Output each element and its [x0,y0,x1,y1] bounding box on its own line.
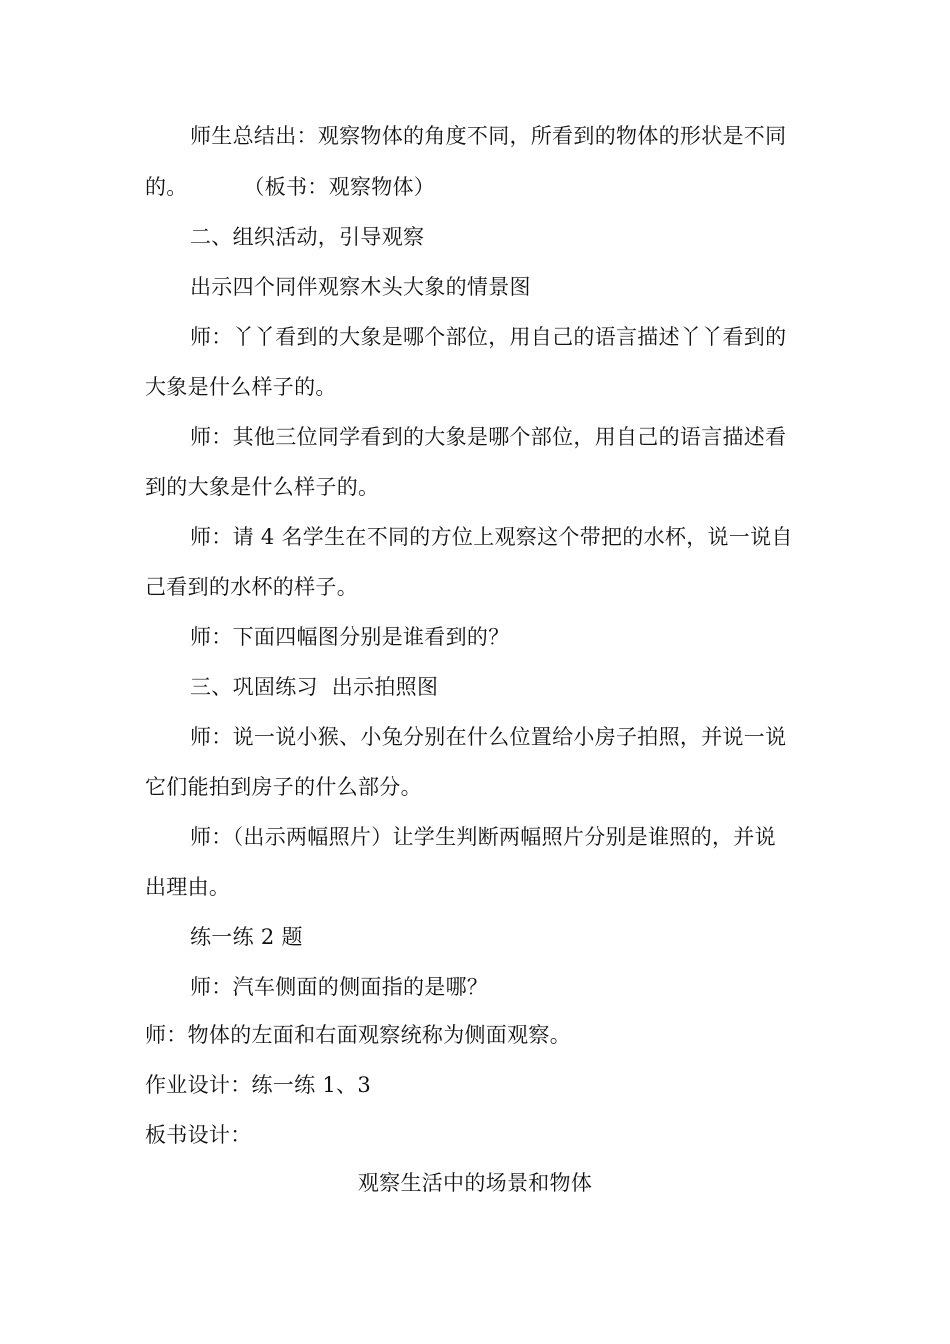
section-heading-2: 二、组织活动，引导观察 [190,225,425,249]
paragraph-four-pictures: 师：下面四幅图分别是谁看到的？ [190,625,510,649]
paragraph-others-line-1: 师：其他三位同学看到的大象是哪个部位，用自己的语言描述看 [190,425,787,449]
paragraph-two-photos-line-2: 出理由。 [145,875,231,899]
paragraph-cup-line-1: 师：请 4 名学生在不同的方位上观察这个带把的水杯，说一说自 [190,525,793,549]
section-heading-3: 三、巩固练习 出示拍照图 [190,675,439,699]
paragraph-cup-line-2: 己看到的水杯的样子。 [145,575,358,599]
paragraph-two-photos-line-1: 师：（出示两幅照片）让学生判断两幅照片分别是谁照的，并说 [190,825,776,849]
paragraph-summary-line-1: 师生总结出：观察物体的角度不同，所看到的物体的形状是不同 [190,124,787,148]
exercise-label: 练一练 2 题 [190,925,303,949]
board-design-title: 观察生活中的场景和物体 [357,1171,593,1195]
paragraph-elephant-scene: 出示四个同伴观察木头大象的情景图 [190,275,531,299]
board-design-label: 板书设计： [145,1123,252,1147]
paragraph-side-observation: 师：物体的左面和右面观察统称为侧面观察。 [145,1023,571,1047]
paragraph-photo-line-2: 它们能拍到房子的什么部分。 [145,775,422,799]
paragraph-summary-line-2: 的。 （板书：观察物体） [145,175,436,199]
paragraph-yaya-line-1: 师：丫丫看到的大象是哪个部位，用自己的语言描述丫丫看到的 [190,325,787,349]
paragraph-yaya-line-2: 大象是什么样子的。 [145,375,337,399]
paragraph-photo-line-1: 师：说一说小猴、小兔分别在什么位置给小房子拍照，并说一说 [190,725,787,749]
paragraph-car-side: 师：汽车侧面的侧面指的是哪？ [190,975,489,999]
paragraph-others-line-2: 到的大象是什么样子的。 [145,475,380,499]
homework-design: 作业设计：练一练 1、3 [145,1073,371,1097]
